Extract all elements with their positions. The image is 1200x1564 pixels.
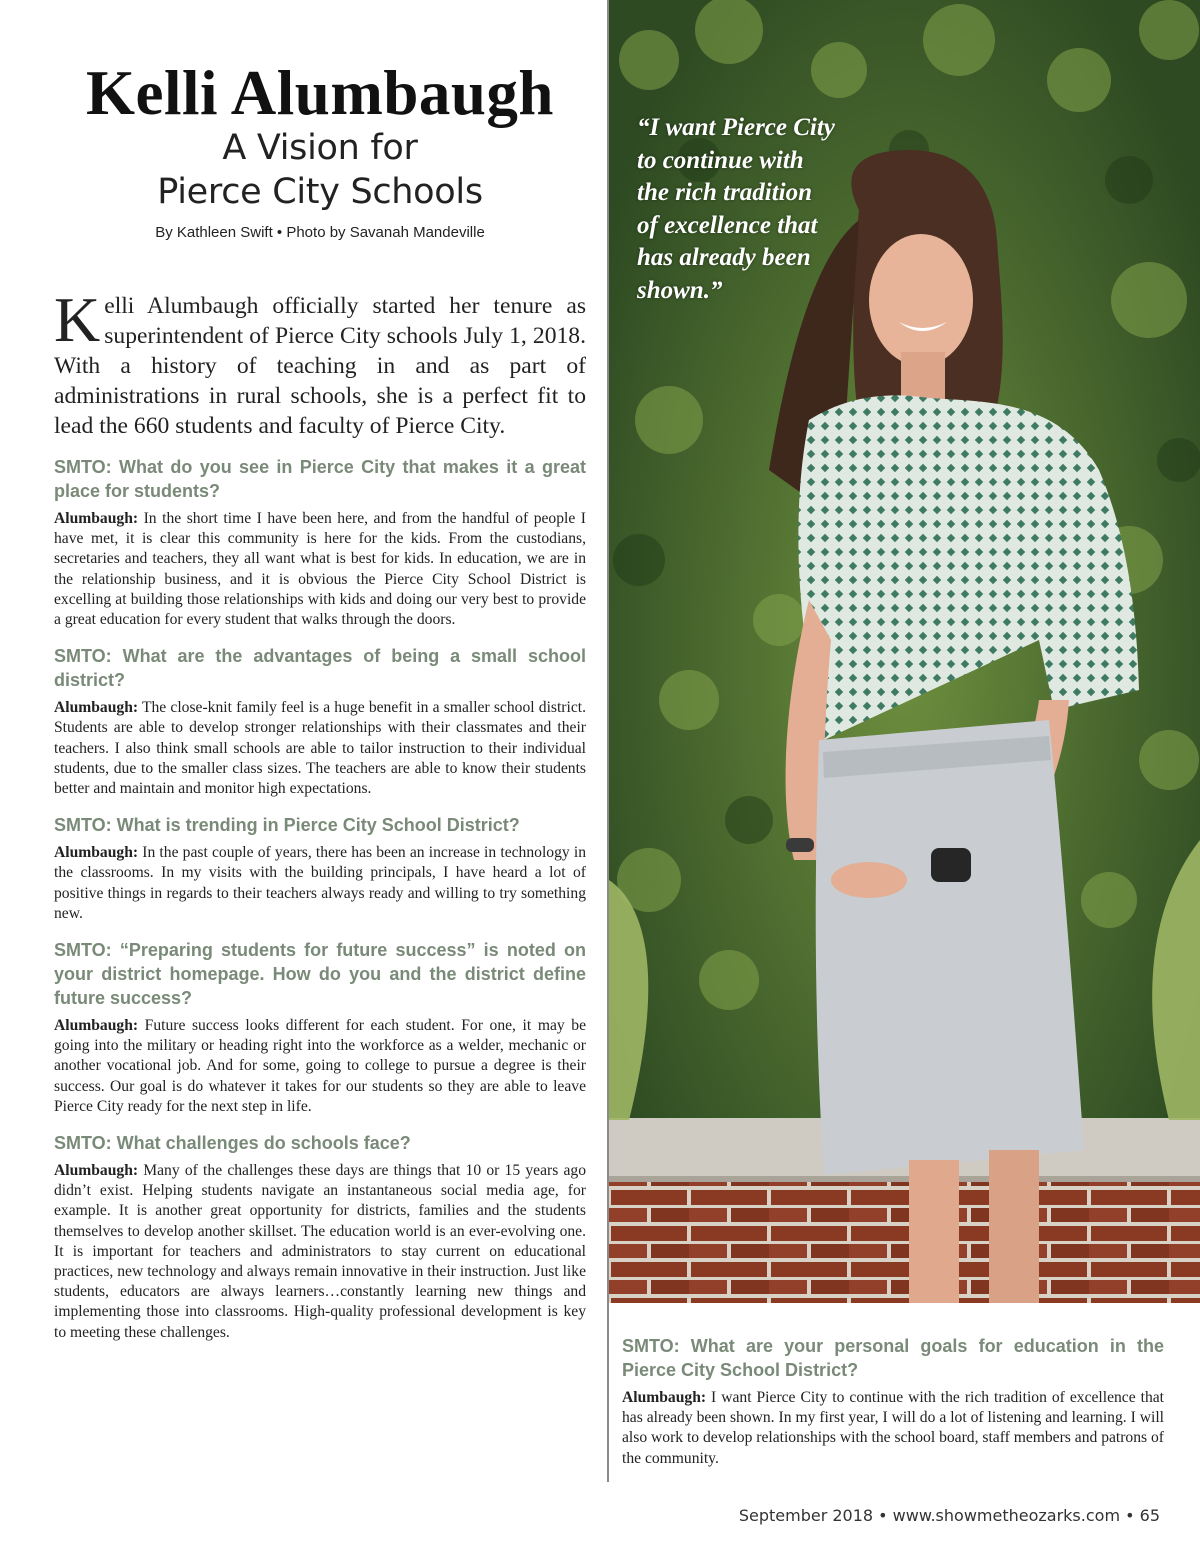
byline: By Kathleen Swift • Photo by Savanah Mandeville	[155, 224, 485, 241]
lede-paragraph	[54, 284, 586, 441]
answer-text: The close-knit family feel is a huge benefit in a smaller school district. Students are able to develop stronger relationships with their classmates and their teachers. I also think small schools are able to tailor instruction to their individual students, due to the smaller class sizes. The teachers are able to know their students better and maintain and monitor high expectations.	[54, 699, 586, 798]
speaker-label: Alumbaugh:	[54, 844, 139, 862]
qa-question: SMTO: What challenges do schools face?	[54, 1133, 411, 1154]
speaker-label: Alumbaugh:	[54, 1017, 139, 1035]
qa-block	[54, 1131, 586, 1343]
right-qa-block	[622, 1334, 1164, 1469]
speaker-label: Alumbaugh:	[622, 1389, 707, 1406]
qa-question: SMTO: What do you see in Pierce City that makes it a great place for students?	[54, 457, 586, 501]
qa-question: SMTO: What are the advantages of being a small school district?	[54, 646, 586, 691]
qa-block	[54, 455, 586, 630]
answer-text: Many of the challenges these days are things that 10 or 15 years ago didn’t exist. Helping students navigate an instantaneous social media age, for example. It is another great opportunity for districts, families and the students themselves to develop another skillset. The education world is an ever-evolving one. It is important for teachers and administrators to stay current on educational practices, new technology and always remain innovative in their instruction. Just like students, educators are always learners…constantly learning new things and implementing those into classrooms. High-quality professional development is key to meeting these challenges.	[54, 1162, 586, 1341]
qa-answer	[54, 1161, 586, 1343]
pull-quote: “I want Pierce City to continue with the rich tradition of excellence that has already been shown.”	[637, 114, 835, 304]
article-column	[54, 60, 586, 1343]
answer-text: Future success looks different for each student. For one, it may be going into the military or heading right into the workforce as a welder, mechanic or another vocational job. And for some, going to college to pursue a degree is their success. Our goal is do whatever it takes for our students so they are able to leave Pierce City ready for the next step in life.	[54, 1017, 586, 1115]
answer-text: In the short time I have been here, and from the handful of people I have met, it is clear this community is here for the kids. From the custodians, secretaries and teachers, they all want what is best for kids. In education, we are in the relationship business, and it is obvious the Pierce City School District is excelling at building those relationships with kids and doing our very best to provide a great education for every student that walks through the doors.	[54, 510, 586, 629]
speaker-label: Alumbaugh:	[54, 699, 139, 717]
qa-answer	[54, 509, 586, 630]
speaker-label: Alumbaugh:	[54, 1162, 139, 1180]
qa-block	[54, 813, 586, 924]
drop-cap: K	[54, 284, 101, 355]
qa-block	[54, 938, 586, 1117]
speaker-label: Alumbaugh:	[54, 510, 139, 527]
answer-text: I want Pierce City to continue with the rich tradition of excellence that has already been shown. In my first year, I will do a lot of listening and learning. I will also work to develop relationships with the school board, staff members and patrons of the community.	[622, 1389, 1164, 1467]
answer-text: In the past couple of years, there has been an increase in technology in the classrooms. In my visits with the building principals, I have heard a lot of positive things in regards to their teachers always ready and willing to try something new.	[54, 844, 586, 922]
qa-question: SMTO: “Preparing students for future success” is noted on your district homepage. How do you and the district define future success?	[54, 940, 586, 1009]
article-subtitle-line1: A Vision for	[222, 128, 418, 168]
qa-answer	[54, 698, 586, 799]
qa-answer	[622, 1388, 1164, 1469]
page-footer: September 2018 • www.showmetheozarks.com • 65	[738, 1506, 1160, 1525]
qa-answer	[54, 843, 586, 924]
lede-text: elli Alumbaugh officially started her tenure as superintendent of Pierce City schools July 1, 2018. With a history of teaching in and as part of administrations in rural schools, she is a perfect fit to lead the 660 students and faculty of Pierce City.	[54, 293, 586, 439]
qa-question: SMTO: What is trending in Pierce City School District?	[54, 815, 520, 836]
qa-question: SMTO: What are your personal goals for education in the Pierce City School District?	[622, 1336, 1164, 1380]
qa-answer	[54, 1016, 586, 1117]
article-subtitle-line2: Pierce City Schools	[157, 172, 483, 212]
qa-block	[54, 644, 586, 799]
article-title: Kelli Alumbaugh	[86, 58, 554, 128]
